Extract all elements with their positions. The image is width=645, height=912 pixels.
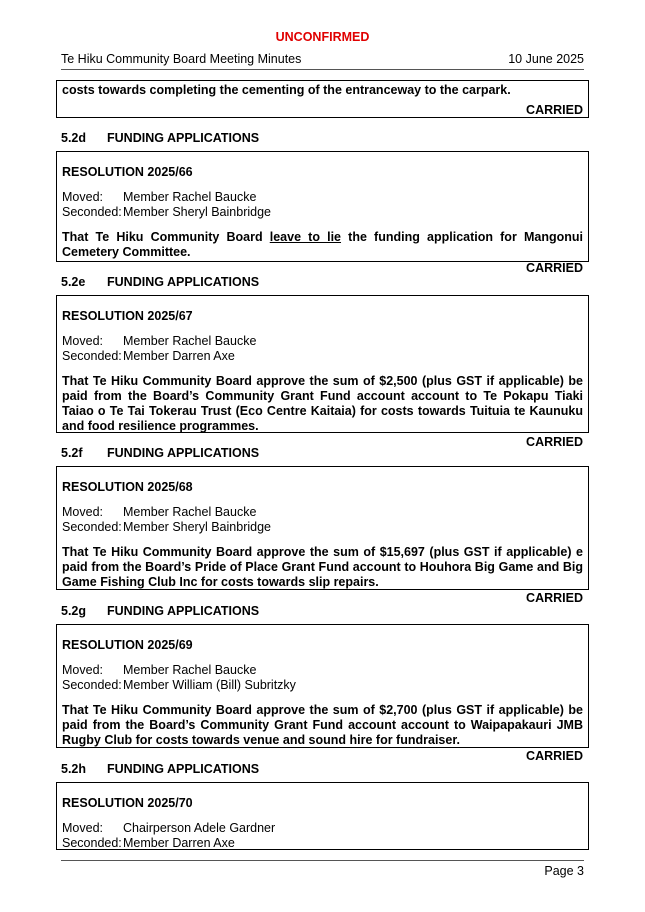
resolution-number: RESOLUTION 2025/66 xyxy=(62,165,193,179)
resolution-number: RESOLUTION 2025/70 xyxy=(62,796,193,810)
resolution-box-continued xyxy=(56,80,589,118)
section-title: FUNDING APPLICATIONS xyxy=(107,275,260,289)
resolution-box xyxy=(56,151,589,275)
seconded-by: Member Darren Axe xyxy=(123,349,235,363)
resolution-number: RESOLUTION 2025/67 xyxy=(62,309,193,323)
mover-block xyxy=(57,821,588,851)
resolution-box xyxy=(56,624,589,763)
resolution-number: RESOLUTION 2025/69 xyxy=(62,638,193,652)
section-heading xyxy=(61,275,259,289)
moved-label: Moved: xyxy=(62,821,103,835)
seconded-label: Seconded: xyxy=(62,205,122,219)
moved-label: Moved: xyxy=(62,505,103,519)
unconfirmed-stamp: UNCONFIRMED xyxy=(275,30,370,44)
carried-label: CARRIED xyxy=(526,435,583,449)
page-number: Page 3 xyxy=(544,864,584,878)
section-number: 5.2h xyxy=(61,762,87,776)
moved-label: Moved: xyxy=(62,334,103,348)
seconded-by: Member Sheryl Bainbridge xyxy=(123,205,271,219)
section-heading xyxy=(61,762,259,776)
moved-by: Member Rachel Baucke xyxy=(123,663,257,677)
resolution-number: RESOLUTION 2025/68 xyxy=(62,480,193,494)
section-title: FUNDING APPLICATIONS xyxy=(107,446,260,460)
section-number: 5.2d xyxy=(61,131,87,145)
section-number: 5.2g xyxy=(61,604,87,618)
seconded-by: Member Sheryl Bainbridge xyxy=(123,520,271,534)
mover-block xyxy=(57,505,588,535)
resolution-text: That Te Hiku Community Board approve the sum of $2,700 (plus GST if applicable) be paid from the Board’s Community Grant Fund account account to Waipapakauri JMB Rugby Club for costs towards venue and sound hire for fundraiser. xyxy=(62,703,583,747)
section-heading xyxy=(61,604,259,618)
meeting-date: 10 June 2025 xyxy=(508,52,584,66)
resolution-text: costs towards completing the cementing of the entranceway to the carpark. xyxy=(62,83,511,97)
moved-by: Member Rachel Baucke xyxy=(123,505,257,519)
resolution-box xyxy=(56,295,589,449)
section-number: 5.2f xyxy=(61,446,83,460)
section-title: FUNDING APPLICATIONS xyxy=(107,604,260,618)
mover-block xyxy=(57,190,588,220)
moved-label: Moved: xyxy=(62,663,103,677)
seconded-label: Seconded: xyxy=(62,520,122,534)
section-heading xyxy=(61,131,259,145)
resolution-text: That Te Hiku Community Board leave to lie the funding application for Mangonui Cemetery Committee. xyxy=(62,230,583,259)
seconded-label: Seconded: xyxy=(62,836,122,850)
resolution-box xyxy=(56,466,589,605)
seconded-label: Seconded: xyxy=(62,678,122,692)
page-header xyxy=(61,51,584,70)
mover-block xyxy=(57,663,588,693)
section-title: FUNDING APPLICATIONS xyxy=(107,762,260,776)
seconded-by: Member Darren Axe xyxy=(123,836,235,850)
section-title: FUNDING APPLICATIONS xyxy=(107,131,260,145)
document-title: Te Hiku Community Board Meeting Minutes xyxy=(61,52,302,66)
carried-label: CARRIED xyxy=(526,103,583,117)
carried-label: CARRIED xyxy=(526,749,583,763)
page-footer xyxy=(61,860,584,878)
moved-label: Moved: xyxy=(62,190,103,204)
seconded-label: Seconded: xyxy=(62,349,122,363)
resolution-text: That Te Hiku Community Board approve the sum of $15,697 (plus GST if applicable) e paid from the Board’s Pride of Place Grant Fund account to Houhora Big Game and Big Game Fishing Club Inc for costs towards slip repairs. xyxy=(62,545,583,589)
resolution-text: That Te Hiku Community Board approve the sum of $2,500 (plus GST if applicable) be paid from the Board’s Community Grant Fund account account to Te Pokapu Tiaki Taiao o Te Tai Tokerau Trust (Eco Centre Kaitaia) for costs towards Tuituia te Kaunuku and food resilience programmes. xyxy=(62,374,583,433)
mover-block xyxy=(57,334,588,364)
moved-by: Member Rachel Baucke xyxy=(123,334,257,348)
carried-label: CARRIED xyxy=(526,591,583,605)
carried-label: CARRIED xyxy=(526,261,583,275)
leave-to-lie-text: leave to lie xyxy=(269,230,342,244)
resolution-box xyxy=(56,782,589,850)
moved-by: Member Rachel Baucke xyxy=(123,190,257,204)
seconded-by: Member William (Bill) Subritzky xyxy=(123,678,296,692)
moved-by: Chairperson Adele Gardner xyxy=(123,821,276,835)
section-number: 5.2e xyxy=(61,275,86,289)
section-heading xyxy=(61,446,259,460)
